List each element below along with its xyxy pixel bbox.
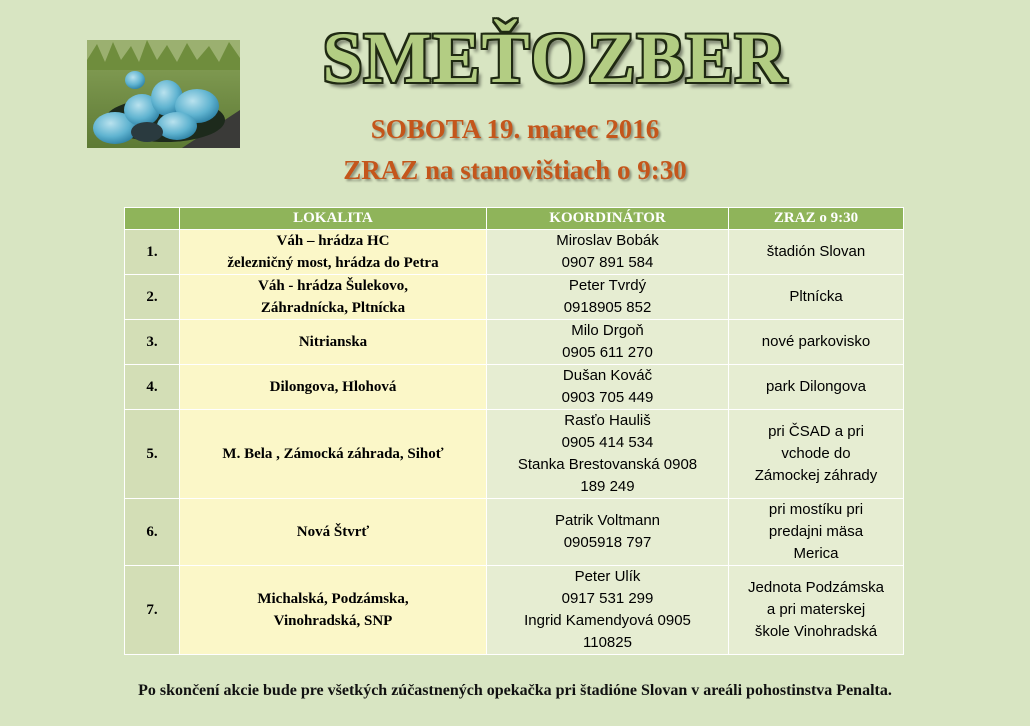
location-cell	[180, 499, 487, 566]
coordinator-cell	[487, 320, 729, 365]
coordinator-line: Miroslav Bobák	[556, 232, 659, 249]
meeting-point-cell	[729, 230, 904, 275]
table-row	[125, 365, 904, 410]
meeting-point-line: vchode do	[781, 445, 851, 462]
meeting-point-cell	[729, 499, 904, 566]
location-line: Váh - hrádza Šulekovo,	[257, 278, 409, 294]
meeting-point-cell	[729, 566, 904, 655]
meeting-point-line: pri ČSAD a pri	[768, 423, 864, 440]
meeting-point-line: štadión Slovan	[766, 243, 866, 260]
header-meeting-point: ZRAZ o 9:30	[729, 208, 904, 230]
coordinator-line: Rasťo Hauliš	[564, 412, 651, 429]
coordinator-cell	[487, 499, 729, 566]
meeting-point-line: park Dilongova	[765, 378, 867, 395]
table-header-row	[125, 208, 904, 230]
location-line: Záhradnícka, Pltnícka	[260, 300, 406, 316]
coordinator-line: 0907 891 584	[561, 254, 654, 271]
location-cell	[180, 320, 487, 365]
event-date: SOBOTA 19. marec 2016	[370, 114, 660, 144]
coordinator-cell	[487, 410, 729, 499]
meeting-point-line: predajni mäsa	[768, 523, 864, 540]
meeting-point-line: Jednota Podzámska	[748, 579, 884, 596]
location-cell	[180, 566, 487, 655]
coordinator-line: 189 249	[580, 478, 635, 495]
coordinator-line: 110825	[583, 634, 632, 651]
coordinator-line: 0905918 797	[563, 534, 652, 551]
coordinator-line: 0905 611 270	[562, 344, 653, 361]
meeting-point-cell	[729, 410, 904, 499]
coordinator-line: Ingrid Kamendyová 0905	[524, 612, 691, 629]
meeting-point-cell	[729, 275, 904, 320]
row-number: 2.	[125, 275, 180, 320]
header-location: LOKALITA	[180, 208, 487, 230]
row-number: 6.	[125, 499, 180, 566]
coordinator-line: 0903 705 449	[561, 389, 654, 406]
coordinator-cell	[487, 230, 729, 275]
coordinator-line: Dušan Kováč	[562, 367, 653, 384]
meeting-point-line: nové parkovisko	[761, 333, 871, 350]
table-row	[125, 499, 904, 566]
meeting-point-line: Merica	[793, 545, 839, 562]
location-line: Váh – hrádza HC	[276, 233, 390, 249]
table-row	[125, 320, 904, 365]
location-cell	[180, 365, 487, 410]
coordinator-cell	[487, 566, 729, 655]
schedule-table	[124, 207, 904, 655]
row-number: 4.	[125, 365, 180, 410]
location-line: Nová Štvrť	[296, 524, 370, 540]
location-line: Nitrianska	[298, 334, 368, 350]
meeting-point-line: pri mostíku pri	[768, 501, 864, 518]
coordinator-line: 0905 414 534	[561, 434, 654, 451]
coordinator-line: Milo Drgoň	[571, 322, 644, 339]
coordinator-line: Stanka Brestovanská 0908	[517, 456, 698, 473]
coordinator-line: Peter Tvrdý	[568, 277, 647, 294]
meeting-time: ZRAZ na stanovištiach o 9:30	[343, 155, 687, 185]
coordinator-cell	[487, 275, 729, 320]
coordinator-line: 0918905 852	[563, 299, 652, 316]
header-number	[125, 208, 180, 230]
meeting-point-cell	[729, 365, 904, 410]
meeting-point-line: Pltnícka	[789, 288, 843, 305]
row-number: 7.	[125, 566, 180, 655]
location-cell	[180, 275, 487, 320]
location-cell	[180, 410, 487, 499]
meeting-point-line: a pri materskej	[766, 601, 866, 618]
footer-note: Po skončení akcie bude pre všetkých zúčastnených opekačka pri štadióne Slovan v areáli pohostinstva Penalta.	[138, 682, 892, 699]
location-line: Dilongova, Hlohová	[269, 379, 397, 395]
location-line: Michalská, Podzámska,	[257, 591, 409, 607]
coordinator-line: Peter Ulík	[574, 568, 641, 585]
table-row	[125, 410, 904, 499]
table-row	[125, 230, 904, 275]
row-number: 5.	[125, 410, 180, 499]
table-row	[125, 275, 904, 320]
location-line: M. Bela , Zámocká záhrada, Sihoť	[222, 446, 444, 462]
location-line: železničný most, hrádza do Petra	[227, 255, 439, 271]
meeting-point-line: škole Vinohradská	[754, 623, 878, 640]
page-title: SMEŤOZBER	[322, 18, 788, 98]
row-number: 1.	[125, 230, 180, 275]
meeting-point-cell	[729, 320, 904, 365]
location-line: Vinohradská, SNP	[273, 613, 393, 629]
header-coordinator: KOORDINÁTOR	[487, 208, 729, 230]
location-cell	[180, 230, 487, 275]
coordinator-cell	[487, 365, 729, 410]
table-row	[125, 566, 904, 655]
coordinator-line: 0917 531 299	[561, 590, 654, 607]
row-number: 3.	[125, 320, 180, 365]
coordinator-line: Patrik Voltmann	[554, 512, 661, 529]
meeting-point-line: Zámockej záhrady	[754, 467, 878, 484]
